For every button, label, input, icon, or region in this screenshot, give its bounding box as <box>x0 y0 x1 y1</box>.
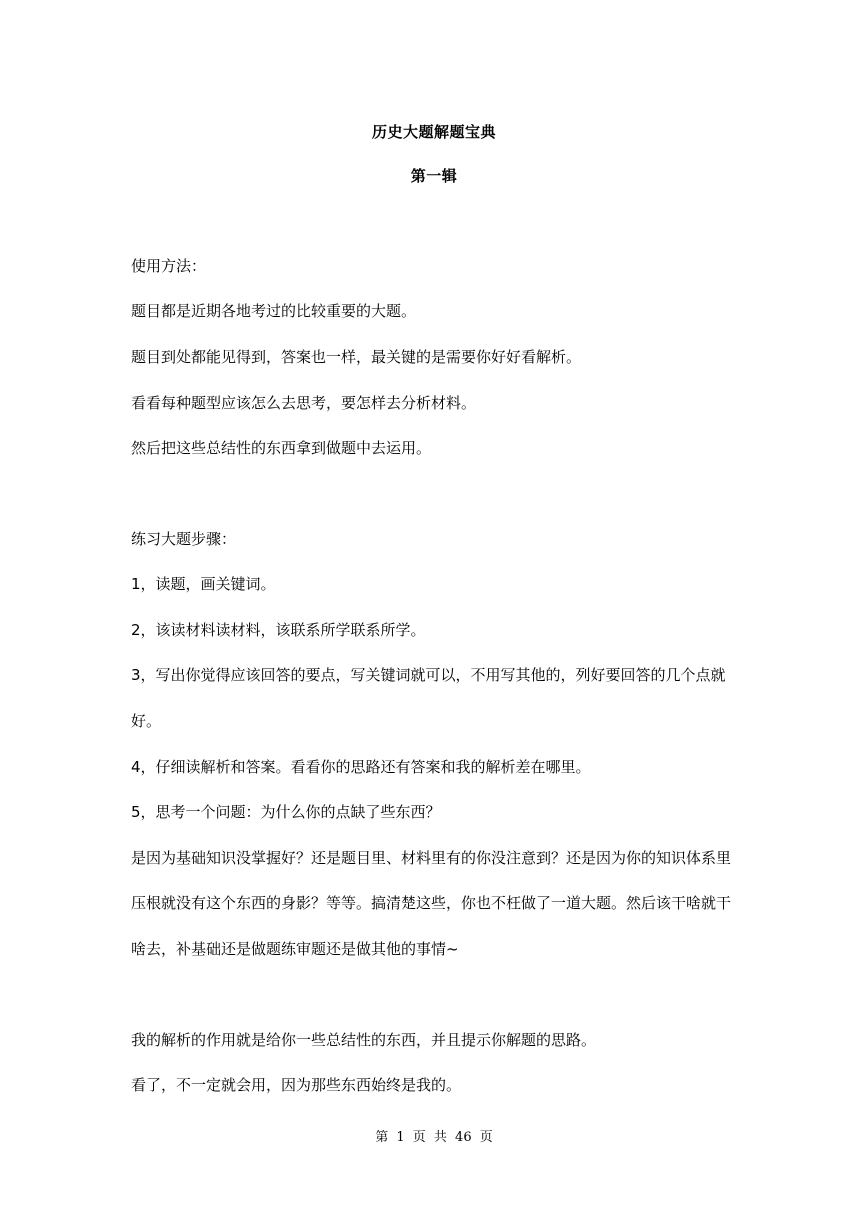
step-line: 2，该读材料读材料，该联系所学联系所学。 <box>131 621 426 639</box>
step-line: 是因为基础知识没掌握好？还是题目里、材料里有的你没注意到？还是因为你的知识体系里 <box>131 849 732 867</box>
usage-line: 然后把这些总结性的东西拿到做题中去运用。 <box>131 439 432 457</box>
steps-heading: 练习大题步骤： <box>131 530 237 548</box>
usage-line: 题目都是近期各地考过的比较重要的大题。 <box>131 302 417 320</box>
step-line: 压根就没有这个东西的身影？等等。搞清楚这些，你也不枉做了一道大题。然后该干啥就干 <box>131 894 732 912</box>
step-line: 5，思考一个问题：为什么你的点缺了些东西？ <box>131 803 441 821</box>
usage-line: 看看每种题型应该怎么去思考，要怎样去分析材料。 <box>131 394 477 412</box>
closing-line: 我的解析的作用就是给你一些总结性的东西，并且提示你解题的思路。 <box>131 1031 597 1049</box>
step-line: 好。 <box>131 712 162 730</box>
step-line: 1，读题，画关键词。 <box>131 575 276 593</box>
step-line: 啥去，补基础还是做题练审题还是做其他的事情~ <box>131 940 459 958</box>
document-title: 历史大题解题宝典 <box>371 123 496 141</box>
usage-heading: 使用方法： <box>131 257 207 275</box>
page-footer: 第 1 页 共 46 页 <box>375 1130 493 1145</box>
step-line: 3，写出你觉得应该回答的要点，写关键词就可以，不用写其他的，列好要回答的几个点就 <box>131 666 726 684</box>
document-subtitle: 第一辑 <box>410 167 458 185</box>
usage-line: 题目到处都能见得到，答案也一样，最关键的是需要你好好看解析。 <box>131 348 582 366</box>
step-line: 4，仔细读解析和答案。看看你的思路还有答案和我的解析差在哪里。 <box>131 758 591 776</box>
closing-line: 看了，不一定就会用，因为那些东西始终是我的。 <box>131 1076 462 1094</box>
